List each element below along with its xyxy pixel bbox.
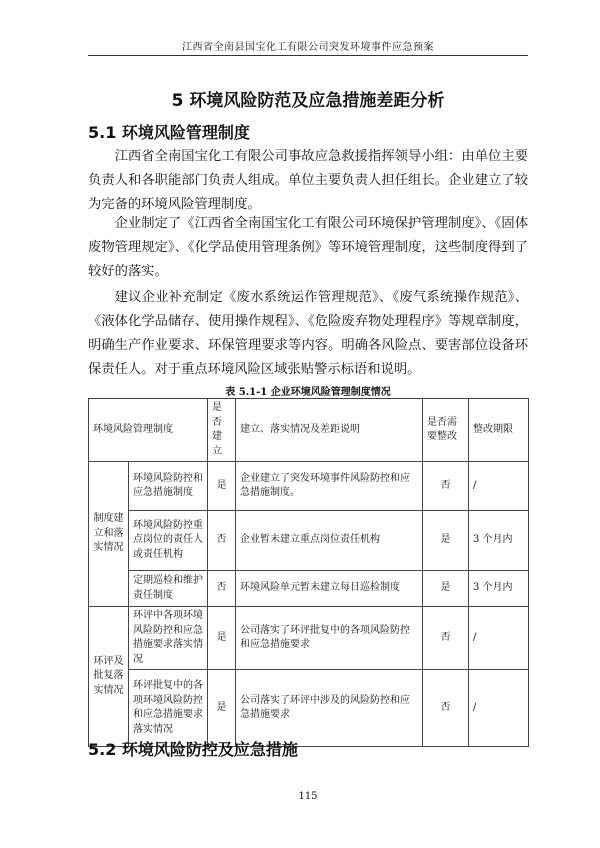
established-cell: 否 bbox=[208, 511, 236, 571]
established-cell: 否 bbox=[208, 571, 236, 607]
deadline-cell: 3 个月内 bbox=[469, 571, 529, 607]
description-cell: 企业暂未建立重点岗位责任机构 bbox=[236, 511, 423, 571]
rectify-cell: 是 bbox=[423, 571, 469, 607]
section-5-1-title: 5.1 环境风险管理制度 bbox=[88, 123, 250, 142]
description-cell: 环境风险单元暂未建立每日巡检制度 bbox=[236, 571, 423, 607]
rectify-cell: 否 bbox=[423, 607, 469, 670]
table-caption: 表 5.1-1 企业环境风险管理制度情况 bbox=[225, 387, 391, 398]
deadline-cell: 3 个月内 bbox=[469, 511, 529, 571]
header-cell: 建立、落实情况及差距说明 bbox=[236, 399, 423, 462]
header-cell: 整改期限 bbox=[469, 399, 529, 462]
rectify-cell: 是 bbox=[423, 511, 469, 571]
deadline-cell: / bbox=[469, 670, 529, 747]
table-row bbox=[89, 511, 529, 571]
table-header-row bbox=[89, 399, 529, 462]
header-cell: 环境风险管理制度 bbox=[89, 399, 208, 462]
risk-management-table bbox=[88, 398, 529, 747]
header-cell: 是否建立 bbox=[208, 399, 236, 462]
rectify-cell: 否 bbox=[423, 462, 469, 511]
description-cell: 企业建立了突发环境事件风险防控和应急措施制度。 bbox=[236, 462, 423, 511]
paragraph-2: 企业制定了《江西省全南国宝化工有限公司环境保护管理制度》、《固体废物管理规定》、《化学品使用管理条例》等环境管理制度，这些制度得到了较好的落实。 bbox=[88, 216, 528, 279]
item-cell: 环境风险防控重点岗位的责任人或责任机构 bbox=[129, 511, 208, 571]
item-cell: 环境风险防控和应急措施制度 bbox=[129, 462, 208, 511]
item-cell: 环评批复中的各项环境风险防控和应急措施要求落实情况 bbox=[129, 670, 208, 747]
table-row bbox=[89, 607, 529, 670]
header-rule bbox=[88, 55, 528, 56]
description-cell: 公司落实了环评中涉及的风险防控和应急措施要求 bbox=[236, 670, 423, 747]
paragraph-3: 建议企业补充制定《废水系统运作管理规范》、《废气系统操作规范》、《液体化学品储存、使用操作规程》、《危险废弃物处理程序》等规章制度，明确生产作业要求、环保管理要求等内容。明确各风险点、要害部位设备环保责任人。对于重点环境风险区域张贴警示标语和说明。 bbox=[88, 290, 528, 377]
item-cell: 环评中各项环境风险防控和应急措施要求落实情况 bbox=[129, 607, 208, 670]
running-header: 江西省全南县国宝化工有限公司突发环境事件应急预案 bbox=[182, 42, 434, 53]
table-row bbox=[89, 571, 529, 607]
description-cell: 公司落实了环评批复中的各项风险防控和应急措施要求 bbox=[236, 607, 423, 670]
deadline-cell: / bbox=[469, 607, 529, 670]
established-cell: 是 bbox=[208, 670, 236, 747]
table-row bbox=[89, 462, 529, 511]
category-cell: 制度建立和落实情况 bbox=[89, 462, 129, 607]
category-cell: 环评及批复落实情况 bbox=[89, 607, 129, 747]
chapter-title: 5 环境风险防范及应急措施差距分析 bbox=[171, 91, 445, 111]
deadline-cell: / bbox=[469, 462, 529, 511]
item-cell: 定期巡检和维护责任制度 bbox=[129, 571, 208, 607]
table-row bbox=[89, 670, 529, 747]
paragraph-1: 江西省全南国宝化工有限公司事故应急救援指挥领导小组：由单位主要负责人和各职能部门负责人组成。单位主要负责人担任组长。企业建立了较为完备的环境风险管理制度。 bbox=[88, 149, 528, 212]
established-cell: 是 bbox=[208, 607, 236, 670]
page-number: 115 bbox=[298, 791, 318, 802]
section-5-2-title: 5.2 环境风险防控及应急措施 bbox=[88, 740, 298, 759]
header-cell: 是否需要整改 bbox=[423, 399, 469, 462]
rectify-cell: 否 bbox=[423, 670, 469, 747]
established-cell: 是 bbox=[208, 462, 236, 511]
